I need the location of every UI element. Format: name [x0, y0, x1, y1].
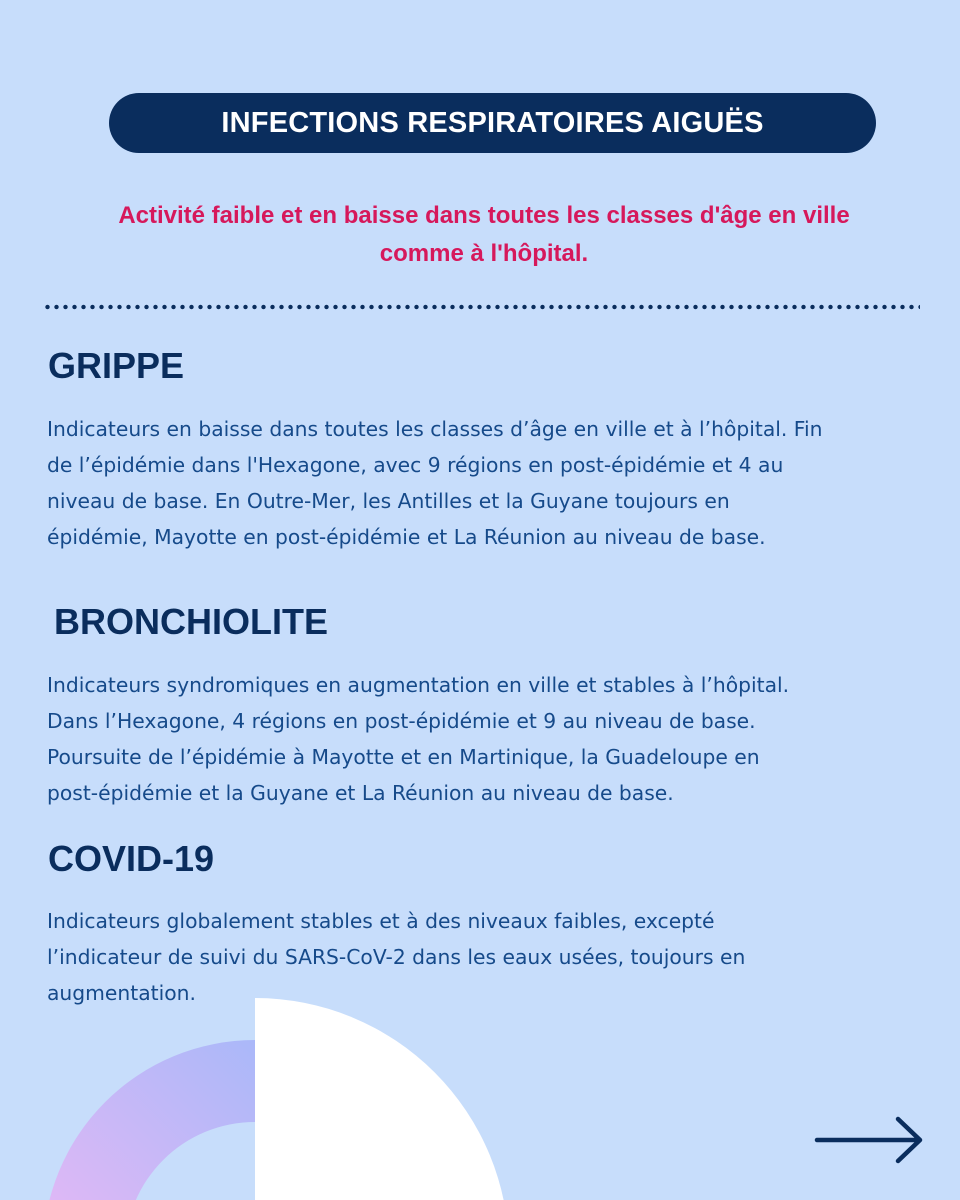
section-body-grippe: [47, 411, 927, 555]
body-line: Indicateurs en baisse dans toutes les classes d’âge en ville et à l’hôpital. Fin: [47, 417, 823, 441]
header-banner: [109, 93, 876, 153]
body-line: Dans l’Hexagone, 4 régions en post-épidémie et 9 au niveau de base.: [47, 709, 756, 733]
section-body-covid: [47, 903, 927, 1011]
body-line: de l’épidémie dans l'Hexagone, avec 9 régions en post-épidémie et 4 au: [47, 453, 784, 477]
dotted-divider: [43, 304, 920, 310]
body-line: Poursuite de l’épidémie à Mayotte et en Martinique, la Guadeloupe en: [47, 745, 760, 769]
body-line: épidémie, Mayotte en post-épidémie et La Réunion au niveau de base.: [47, 525, 766, 549]
donut-white-segment: [255, 998, 509, 1200]
body-line: augmentation.: [47, 981, 196, 1005]
body-line: niveau de base. En Outre-Mer, les Antilles et la Guyane toujours en: [47, 489, 730, 513]
body-line: Indicateurs globalement stables et à des niveaux faibles, excepté: [47, 909, 715, 933]
section-title-grippe: GRIPPE: [48, 345, 185, 386]
body-line: l’indicateur de suivi du SARS-CoV-2 dans les eaux usées, toujours en: [47, 945, 746, 969]
section-body-bronchiolite: [47, 667, 927, 811]
subtitle: [40, 197, 928, 273]
body-line: Indicateurs syndromiques en augmentation en ville et stables à l’hôpital.: [47, 673, 790, 697]
header-title: INFECTIONS RESPIRATOIRES AIGUËS: [221, 106, 764, 139]
donut-gradient-segment: [43, 1040, 255, 1200]
section-title-bronchiolite: BRONCHIOLITE: [54, 601, 328, 642]
subtitle-line: comme à l'hôpital.: [379, 240, 589, 267]
body-line: post-épidémie et la Guyane et La Réunion au niveau de base.: [47, 781, 674, 805]
arrow-right-icon[interactable]: [812, 1112, 928, 1168]
section-title-covid: COVID-19: [48, 838, 215, 879]
subtitle-line: Activité faible et en baisse dans toutes les classes d'âge en ville: [118, 202, 850, 229]
